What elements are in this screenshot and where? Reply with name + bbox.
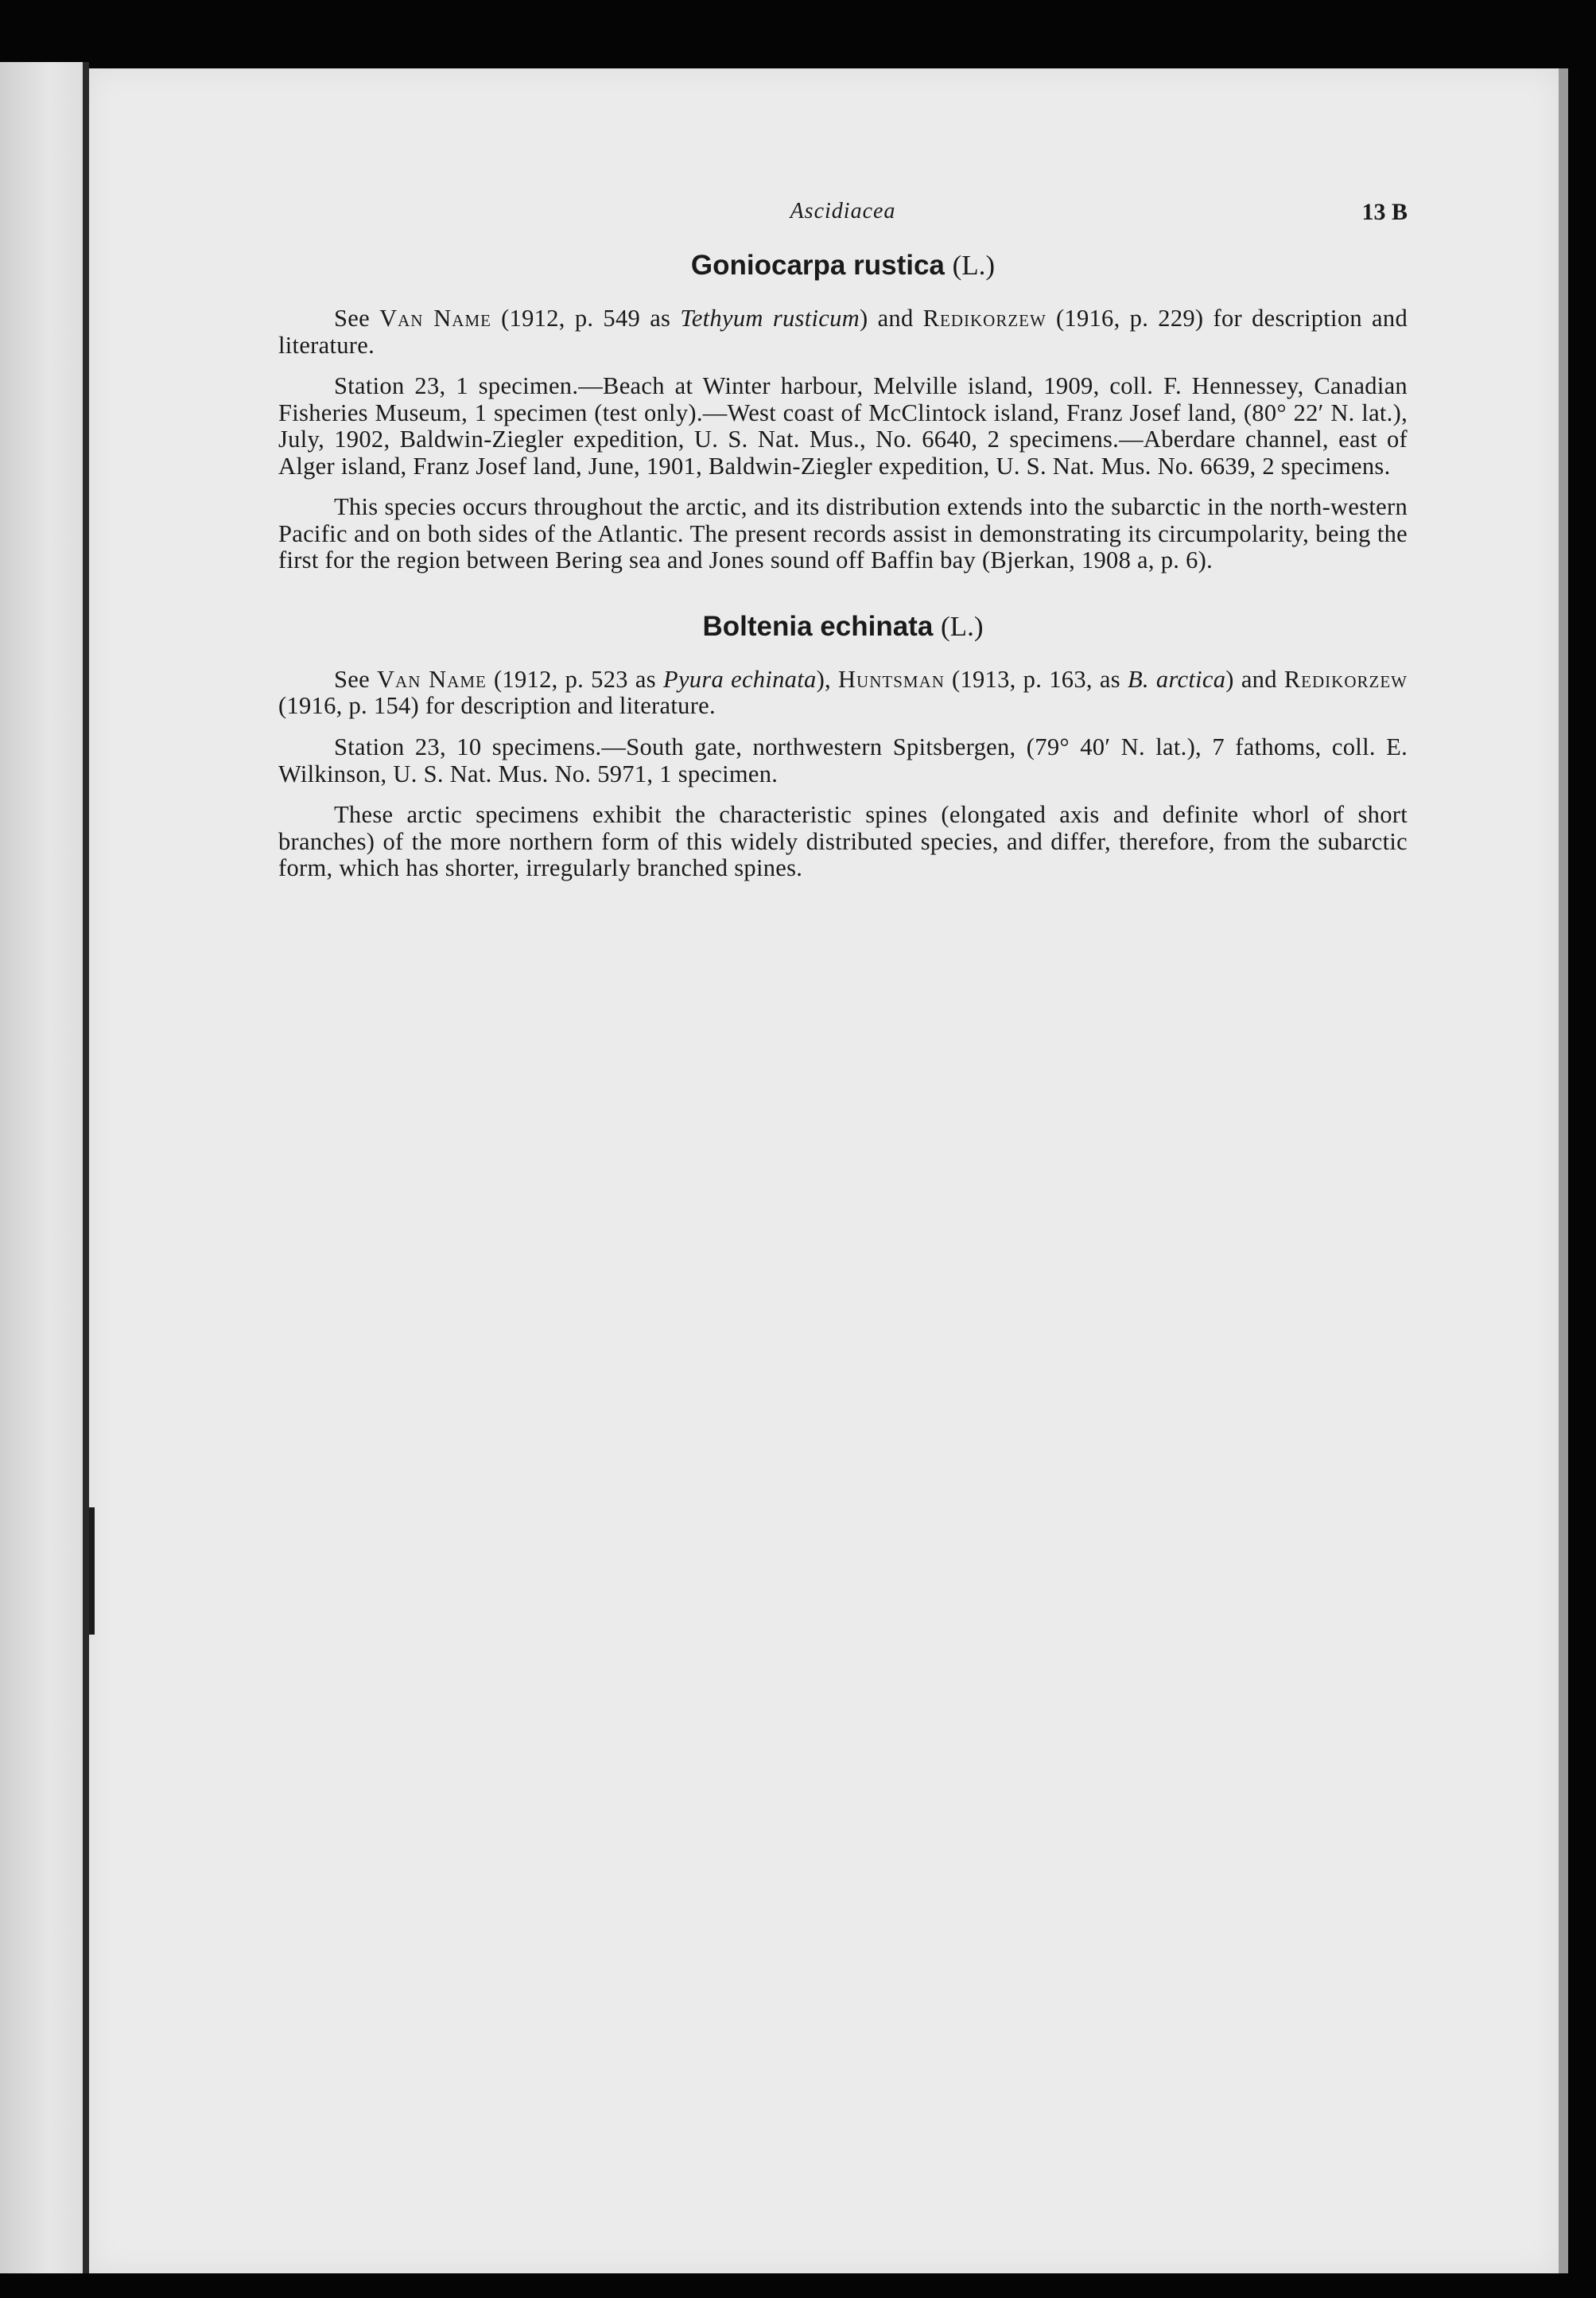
species-heading-goniocarpa [278,250,1408,282]
running-title: Ascidiacea [790,199,896,224]
reference-paragraph [278,667,1408,720]
ref-text: ), [816,665,839,693]
previous-page-margin [0,62,83,2273]
gutter-mark [89,1507,95,1635]
remarks-paragraph: These arctic specimens exhibit the characteristic spines (elongated axis and definite whorl of short branches) of the more northern form of this widely distributed species, and differ, therefore, from the subarctic form, which has shorter, irregularly branched spines. [278,801,1408,882]
species-heading-boltenia [278,611,1408,643]
ref-text: See [334,665,378,693]
species-name: Boltenia echinata [702,610,934,642]
page-content [278,199,1408,896]
ref-text: (1912, p. 523 as [486,665,664,693]
page-edge [1559,68,1568,2273]
ref-author: Van Name [379,305,491,332]
ref-taxon: Pyura echinata [663,665,817,693]
records-paragraph: Station 23, 1 specimen.—Beach at Winter harbour, Melville island, 1909, coll. F. Hennessey, Canadian Fisheries Museum, 1 specimen (test only).—West coast of McClintock island, Franz Josef land, (80° 22′ N. lat.), July, 1902, Baldwin-Ziegler expedition, U. S. Nat. Mus., No. 6640, 2 specimens.—Aberdare channel, east of Alger island, Franz Josef land, June, 1901, Baldwin-Ziegler expedition, U. S. Nat. Mus. No. 6639, 2 specimens. [278,372,1408,480]
ref-taxon: B. arctica [1127,665,1226,693]
running-head [278,199,1408,231]
ref-text: ) and [859,305,923,332]
ref-text: ) and [1225,665,1284,693]
records-paragraph: Station 23, 10 specimens.—South gate, northwestern Spitsbergen, (79° 40′ N. lat.), 7 fathoms, coll. E. Wilkinson, U. S. Nat. Mus. No. 5971, 1 specimen. [278,733,1408,787]
remarks-paragraph: This species occurs throughout the arctic, and its distribution extends into the subarctic in the north-western Pacific and on both sides of the Atlantic. The present records assist in demonstrating its circumpolarity, being the first for the region between Bering sea and Jones sound off Baffin bay (Bjerkan, 1908 a, p. 6). [278,493,1408,574]
species-name: Goniocarpa rustica [690,250,945,281]
species-authority: (L.) [941,610,984,642]
ref-author: Redikorzew [922,305,1047,332]
reference-paragraph [278,305,1408,359]
ref-author: Redikorzew [1283,665,1408,693]
species-authority: (L.) [952,250,996,281]
ref-taxon: Tethyum rusticum [680,305,860,332]
ref-text: (1912, p. 549 as [491,305,681,332]
ref-author: Huntsman [838,665,945,693]
binding-shadow [83,62,89,2273]
ref-text: (1916, p. 229) for description and literature. [278,305,1408,359]
ref-text: (1916, p. 154) for description and literature. [278,692,716,720]
ref-author: Van Name [377,665,487,693]
page-number: 13 B [1361,199,1408,225]
ref-text: (1913, p. 163, as [944,665,1128,693]
ref-text: See [334,305,380,332]
section-gap [278,589,1408,611]
